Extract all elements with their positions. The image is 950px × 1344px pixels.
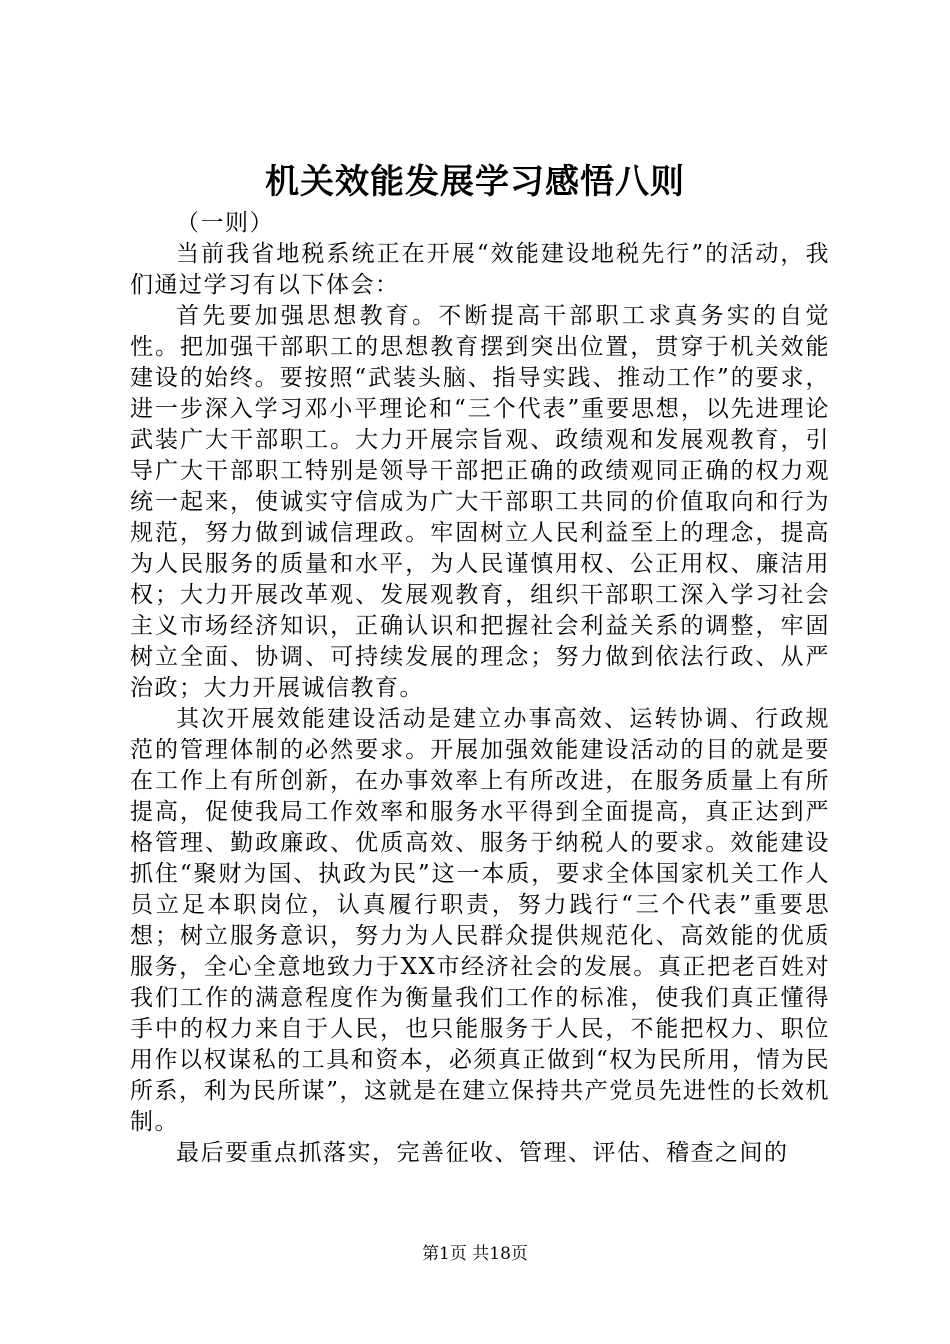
document-body (130, 208, 830, 1169)
paragraph-first: 首先要加强思想教育。不断提高干部职工求真务实的自觉性。把加强干部职工的思想教育摆到突出位置，贯穿于机关效能建设的始终。要按照“武装头脑、指导实践、推动工作”的要求，进一步深入学习邓小平理论和“三个代表”重要思想，以先进理论武装广大干部职工。大力开展宗旨观、政绩观和发展观教育，引导广大干部职工特别是领导干部把正确的政绩观同正确的权力观统一起来，使诚实守信成为广大干部职工共同的价值取向和行为规范，努力做到诚信理政。牢固树立人民利益至上的理念，提高为人民服务的质量和水平，为人民谨慎用权、公正用权、廉洁用权；大力开展改革观、发展观教育，组织干部职工深入学习社会主义市场经济知识，正确认识和把握社会利益关系的调整，牢固树立全面、协调、可持续发展的理念；努力做到依法行政、从严治政；大力开展诚信教育。 (130, 303, 830, 701)
paragraph-second: 其次开展效能建设活动是建立办事高效、运转协调、行政规范的管理体制的必然要求。开展加强效能建设活动的目的就是要在工作上有所创新，在办事效率上有所改进，在服务质量上有所提高，促使我局工作效率和服务水平得到全面提高，真正达到严格管理、勤政廉政、优质高效、服务于纳税人的要求。效能建设抓住“聚财为国、执政为民”这一本质，要求全体国家机关工作人员立足本职岗位，认真履行职责，努力践行“三个代表”重要思想；树立服务意识，努力为人民群众提供规范化、高效能的优质服务，全心全意地致力于XX市经济社会的发展。真正把老百姓对我们工作的满意程度作为衡量我们工作的标准，使我们真正懂得手中的权力来自于人民，也只能服务于人民，不能把权力、职位用作以权谋私的工具和资本，必须真正做到“权为民所用，情为民所系，利为民所谋”，这就是在建立保持共产党员先进性的长效机制。 (130, 706, 830, 1135)
page-footer: 第1页 共18页 (422, 1244, 528, 1264)
section-label: （一则） (176, 210, 274, 236)
paragraph-last: 最后要重点抓落实，完善征收、管理、评估、稽查之间的 (176, 1140, 789, 1166)
paragraph-intro: 当前我省地税系统正在开展“效能建设地税先行”的活动，我们通过学习有以下体会： (130, 241, 830, 298)
document-title: 机关效能发展学习感悟八则 (265, 162, 685, 202)
